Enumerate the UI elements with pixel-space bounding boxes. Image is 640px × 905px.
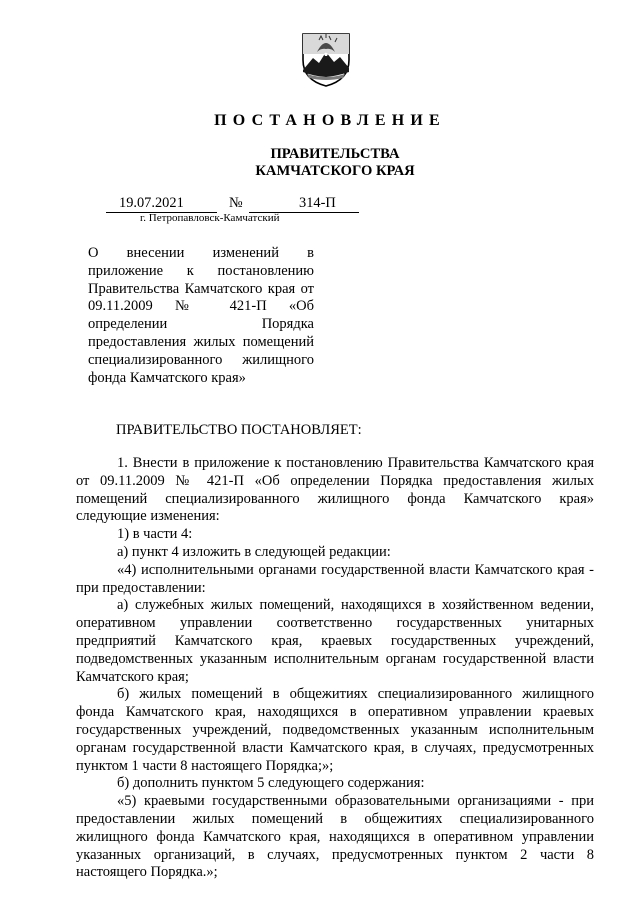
document-subject: О внесении изменений в приложение к постановлению Правительства Камчатского края от 09.11.2009 № 421-П «Об определении Порядка предоставления жилых помещений специализированного жилищного фонда Камчатского края» [88, 245, 314, 386]
issuer-name [0, 146, 640, 180]
body-paragraph: «4) исполнительными органами государственной власти Камчатского края - при предоставлении: [76, 561, 594, 596]
document-date: 19.07.2021 [119, 195, 184, 211]
document-number: 314-П [299, 195, 336, 211]
body-paragraph: 1) в части 4: [117, 526, 193, 543]
body-paragraph: «5) краевыми государственными образовательными организациями - при предоставлении жилых помещений в общежитиях специализированного жилищного фонда Камчатского края, находящихся в оперативном управлении указанных организаций, в случаях, предусмотренных пунктом 2 части 8 настоящего Порядка.»; [76, 793, 594, 881]
body-paragraph: б) жилых помещений в общежитиях специализированного жилищного фонда Камчатского края, находящихся в оперативном управлении краевых государственных учреждений, подведомственных указанным исполнительным органам государственной власти Камчатского края, в случаях, предусмотренных пунктом 1 части 8 настоящего Порядка;»; [76, 686, 594, 774]
body-paragraph: а) служебных жилых помещений, находящихся в хозяйственном ведении, оперативном управлении соответственно государственных унитарных предприятий Камчатского края, краевых государственных учреждений, подведомственных указанным исполнительным органам государственной власти Камчатского края; [76, 597, 594, 685]
issuer-line-1: ПРАВИТЕЛЬСТВА [270, 146, 400, 162]
kamchatka-coat-of-arms-icon [297, 30, 355, 88]
body-paragraph: б) дополнить пунктом 5 следующего содержания: [117, 775, 425, 792]
document-body [76, 455, 594, 882]
decree-line: ПРАВИТЕЛЬСТВО ПОСТАНОВЛЯЕТ: [116, 422, 362, 438]
body-paragraph: 1. Внести в приложение к постановлению Правительства Камчатского края от 09.11.2009 № 421-П «Об определении Порядка предоставления жилых помещений специализированного жилищного фонда Камчатского края» следующие изменения: [76, 455, 594, 525]
number-sign: № [229, 195, 243, 211]
city-label: г. Петропавловск-Камчатский [140, 212, 280, 224]
issuer-line-2: КАМЧАТСКОГО КРАЯ [255, 163, 415, 179]
body-paragraph: а) пункт 4 изложить в следующей редакции: [117, 543, 391, 560]
document-type-title: ПОСТАНОВЛЕНИЕ [214, 112, 446, 129]
